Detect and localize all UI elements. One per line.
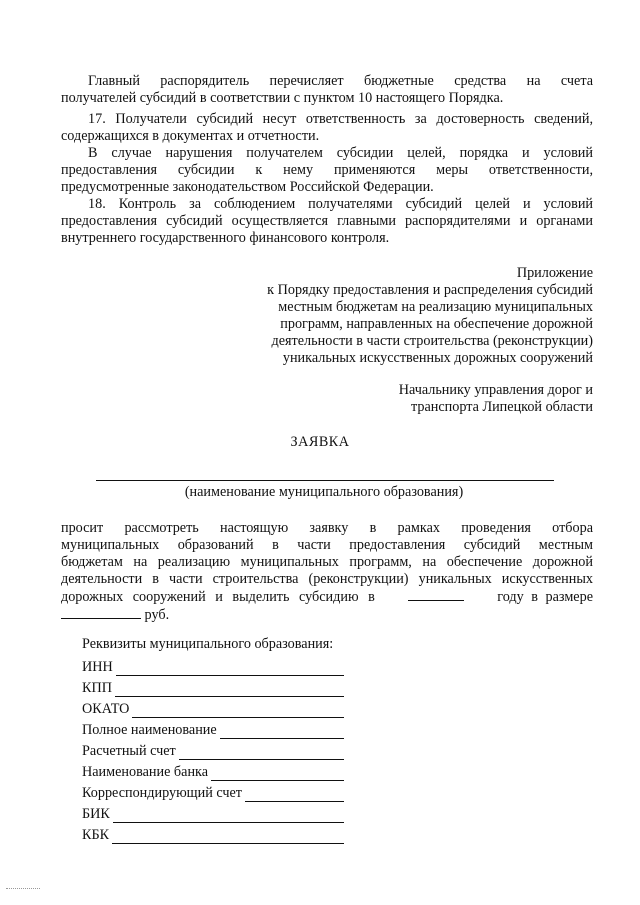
field-label: ОКАТО <box>82 701 130 717</box>
field-label: Корреспондирующий счет <box>82 785 242 801</box>
text-line: Главный распорядитель перечисляет бюджетные средства на счета <box>88 73 593 89</box>
bik-input-line[interactable] <box>113 808 344 823</box>
paragraph-violation <box>61 145 593 196</box>
paragraph-budget-transfer <box>61 73 593 107</box>
field-label: КБК <box>82 827 110 843</box>
municipality-caption: (наименование муниципального образования) <box>184 484 464 500</box>
addressee-line: транспорта Липецкой области <box>411 399 593 415</box>
text-line: 17. Получатели субсидий несут ответственность за достоверность сведений, <box>88 111 593 127</box>
request-year-text: году в размере <box>497 589 593 605</box>
field-okato <box>82 697 344 718</box>
field-kbk <box>82 823 344 844</box>
text-line: предусмотренные законодательством Российской Федерации. <box>61 179 434 195</box>
field-label: БИК <box>82 806 110 822</box>
addressee-block <box>61 382 593 416</box>
text-line-year <box>61 588 593 606</box>
text-line: содержащихся в документах и отчетности. <box>61 128 320 144</box>
addressee-line: Начальнику управления дорог и <box>398 382 593 398</box>
kpp-input-line[interactable] <box>115 682 344 697</box>
full-name-input-line[interactable] <box>220 724 344 739</box>
text-line: В случае нарушения получателем субсидии целей, порядка и условий <box>88 145 593 161</box>
text-line: муниципальных образований в части предоставления субсидий местным <box>61 537 593 553</box>
kbk-input-line[interactable] <box>112 829 344 844</box>
document-title: ЗАЯВКА <box>290 434 350 450</box>
paragraph-17-responsibility <box>61 111 593 145</box>
paragraph-18-control <box>61 196 593 247</box>
account-input-line[interactable] <box>179 745 344 760</box>
field-kpp <box>82 676 344 697</box>
amount-field[interactable] <box>61 606 141 619</box>
text-line: деятельности в части строительства (реконструкции) уникальных искусственных <box>61 571 593 587</box>
currency-unit: руб. <box>144 607 170 623</box>
request-text: дорожных сооружений и выделить субсидию в <box>61 589 375 605</box>
year-field[interactable] <box>408 588 464 601</box>
requisites-heading: Реквизиты муниципального образования: <box>82 636 334 652</box>
appendix-line: к Порядку предоставления и распределения субсидий <box>267 282 593 298</box>
bank-input-line[interactable] <box>211 766 344 781</box>
municipality-name-line[interactable] <box>96 480 554 481</box>
appendix-block <box>61 265 593 367</box>
request-paragraph <box>61 520 593 624</box>
field-bank <box>82 760 344 781</box>
field-inn <box>82 655 344 676</box>
text-line: предоставления субсидии к нему применяются меры ответственности, <box>61 162 593 178</box>
field-label: КПП <box>82 680 112 696</box>
field-label: ИНН <box>82 659 113 675</box>
field-label: Полное наименование <box>82 722 217 738</box>
text-line: 18. Контроль за соблюдением получателями субсидий целей и условий <box>88 196 593 212</box>
scan-artifact <box>6 888 40 890</box>
field-corr-account <box>82 781 344 802</box>
appendix-line: местным бюджетам на реализацию муниципальных <box>278 299 593 315</box>
corr-account-input-line[interactable] <box>245 787 344 802</box>
field-full-name <box>82 718 344 739</box>
text-line: бюджетам на реализацию муниципальных программ, на обеспечение дорожной <box>61 554 593 570</box>
text-line: внутреннего государственного финансового контроля. <box>61 230 390 246</box>
field-account <box>82 739 344 760</box>
inn-input-line[interactable] <box>116 661 344 676</box>
requisites-block <box>82 636 352 844</box>
appendix-line: деятельности в части строительства (реконструкции) <box>271 333 593 349</box>
text-line: просит рассмотреть настоящую заявку в рамках проведения отбора <box>61 520 593 536</box>
field-label: Наименование банка <box>82 764 209 780</box>
appendix-heading: Приложение <box>516 265 593 281</box>
text-line-amount <box>61 606 593 624</box>
field-bik <box>82 802 344 823</box>
text-line: предоставления субсидий осуществляется главными распорядителями и органами <box>61 213 593 229</box>
appendix-line: уникальных искусственных дорожных сооружений <box>282 350 593 366</box>
appendix-line: программ, направленных на обеспечение дорожной <box>280 316 593 332</box>
field-label: Расчетный счет <box>82 743 176 759</box>
okato-input-line[interactable] <box>132 703 344 718</box>
text-line: получателей субсидий в соответствии с пунктом 10 настоящего Порядка. <box>61 90 504 106</box>
